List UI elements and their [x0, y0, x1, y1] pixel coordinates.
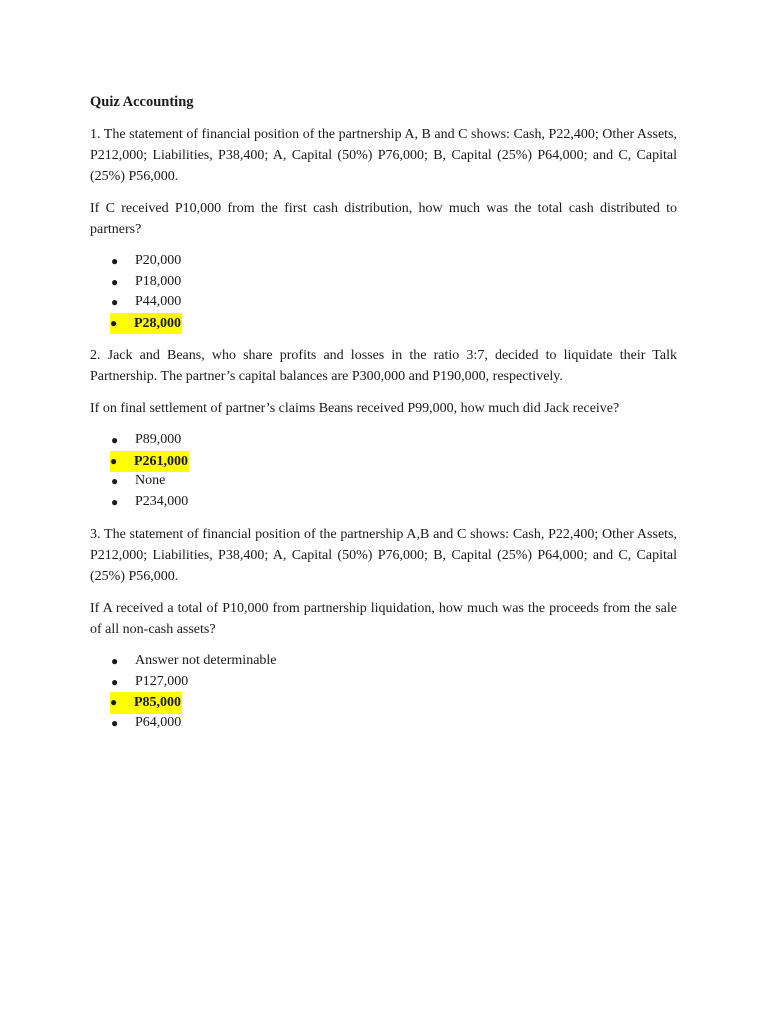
option-text: P28,000 — [134, 315, 182, 331]
option-item — [90, 430, 677, 451]
option-text: P261,000 — [134, 453, 189, 469]
question-3-prompt: If A received a total of P10,000 from partnership liquidation, how much was the proceeds from the sale of all non-cash assets? — [90, 601, 677, 637]
option-item-correct — [90, 313, 677, 334]
question-2-options — [90, 430, 677, 512]
option-text: P127,000 — [135, 673, 189, 689]
document-title: Quiz Accounting — [90, 94, 194, 110]
bullet-icon: ● — [111, 494, 119, 509]
option-item-correct — [90, 451, 677, 472]
answer-highlight — [110, 313, 182, 335]
option-item — [90, 272, 677, 293]
option-text: P18,000 — [135, 273, 182, 289]
bullet-icon: ● — [110, 695, 118, 709]
question-2 — [90, 345, 677, 512]
option-item-correct — [90, 692, 677, 713]
question-2-statement: 2. Jack and Beans, who share profits and losses in the ratio 3:7, decided to liquidate their Talk Partnership. The partner’s capital balances are P300,000 and P190,000, respectively. — [90, 348, 677, 384]
option-text: P44,000 — [135, 294, 182, 309]
question-1-prompt: If C received P10,000 from the first cash distribution, how much was the total cash distributed to partners? — [90, 201, 677, 237]
option-text: P85,000 — [134, 695, 182, 710]
answer-highlight — [110, 692, 182, 714]
question-3-options — [90, 651, 677, 733]
bullet-icon: ● — [111, 274, 119, 289]
question-3 — [90, 524, 677, 733]
bullet-icon: ● — [111, 254, 119, 268]
option-text: P89,000 — [135, 432, 182, 447]
bullet-icon: ● — [111, 295, 119, 309]
bullet-icon: ● — [111, 654, 119, 668]
option-item — [90, 292, 677, 313]
option-item — [90, 651, 677, 672]
question-2-prompt: If on final settlement of partner’s claims Beans received P99,000, how much did Jack receive? — [90, 401, 620, 416]
option-item — [90, 672, 677, 693]
option-item — [90, 471, 677, 492]
question-3-statement: 3. The statement of financial position of the partnership A,B and C shows: Cash, P22,400; Other Assets, P212,000; Liabilities, P38,400; A, Capital (50%) P76,000; B, Capital (25%) P64,000; and C, Capital (25%) P56,000. — [90, 527, 677, 584]
option-text: P20,000 — [135, 253, 182, 268]
option-text: Answer not determinable — [135, 653, 277, 668]
option-text: P234,000 — [135, 493, 189, 509]
bullet-icon: ● — [110, 315, 118, 330]
bullet-icon: ● — [111, 433, 119, 447]
bullet-icon: ● — [110, 453, 118, 468]
answer-highlight — [110, 451, 189, 473]
question-1-statement: 1. The statement of financial position of the partnership A, B and C shows: Cash, P22,400; Other Assets, P212,000; Liabilities, P38,400; A, Capital (50%) P76,000; B, Capital (25%) P64,000; and C, Capital (25%) P56,000. — [90, 127, 677, 184]
bullet-icon: ● — [111, 674, 119, 689]
question-1-options — [90, 251, 677, 333]
document-page — [90, 92, 677, 745]
bullet-icon: ● — [111, 474, 119, 488]
bullet-icon: ● — [111, 715, 119, 730]
option-item — [90, 492, 677, 513]
option-item — [90, 713, 677, 734]
question-1 — [90, 124, 677, 333]
option-text: P64,000 — [135, 714, 182, 730]
option-item — [90, 251, 677, 272]
option-text: None — [135, 473, 166, 488]
